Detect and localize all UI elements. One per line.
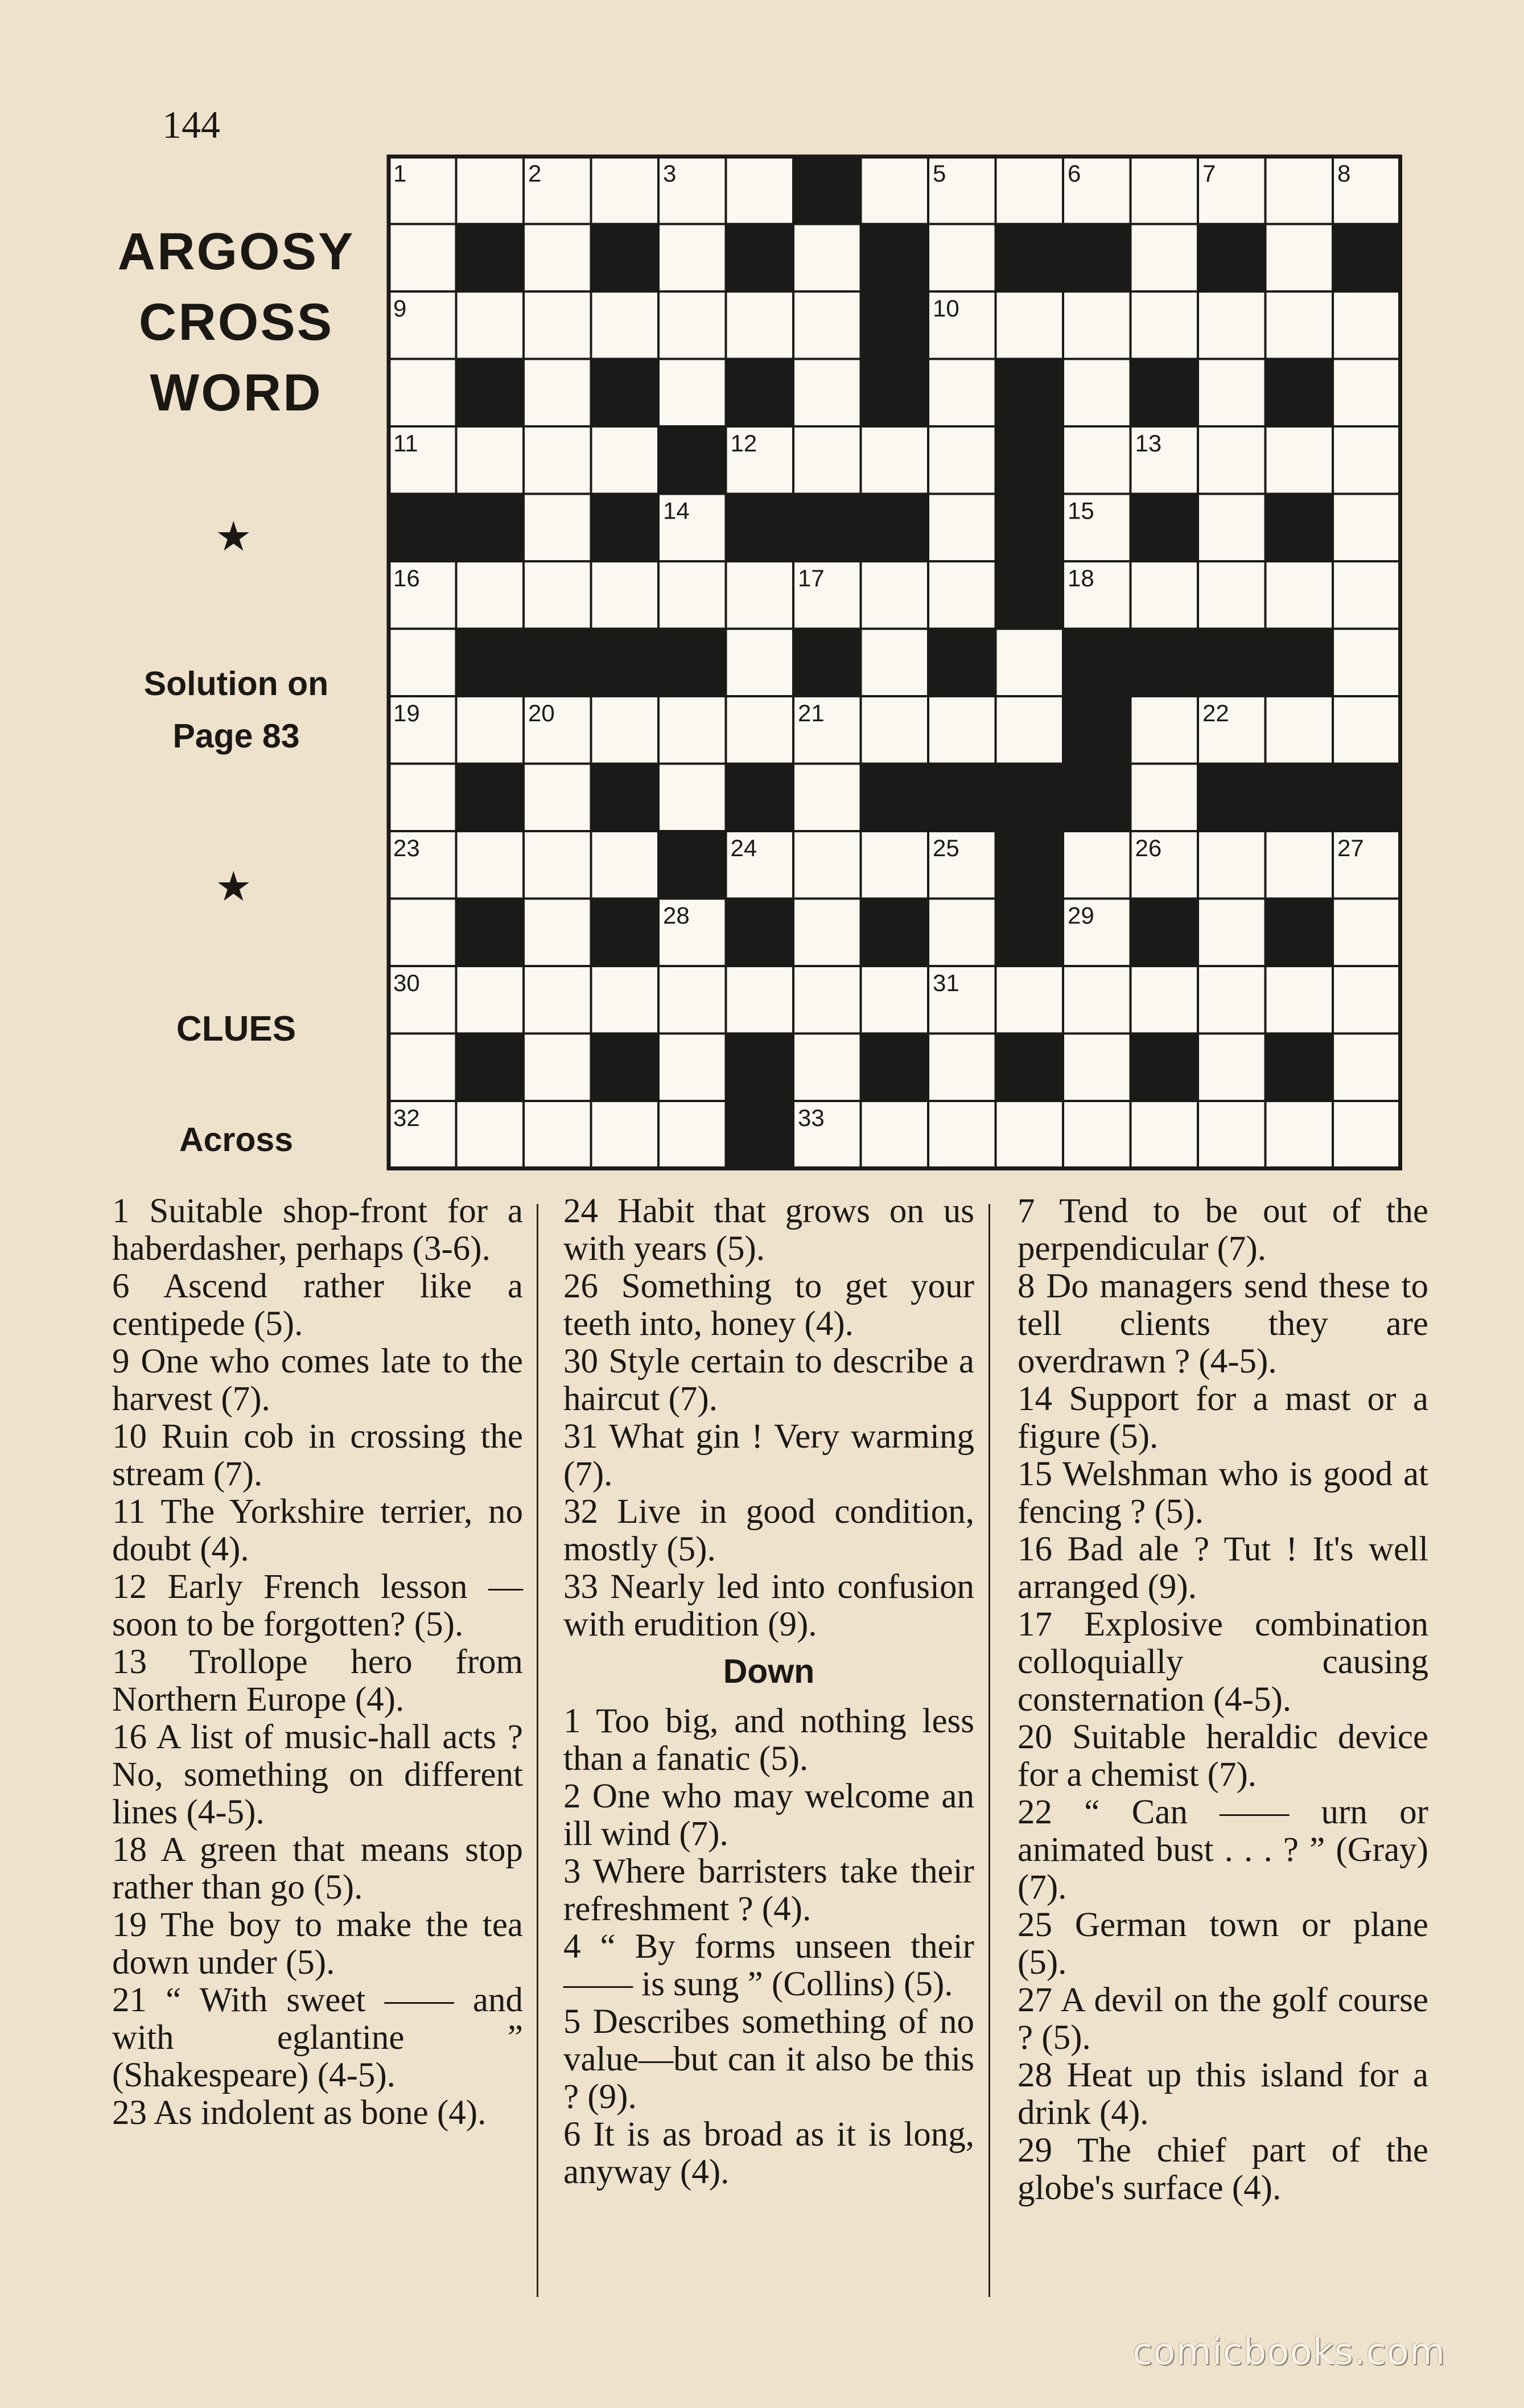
grid-cell[interactable] [1198,1101,1266,1169]
grid-cell[interactable] [793,224,861,292]
clue-down: 22 “ Can —— urn or animated bust . . . ? ” (Gray) (7). [1018,1793,1428,1906]
grid-cell[interactable] [928,561,996,629]
grid-cell[interactable] [861,629,929,697]
grid-cell[interactable] [524,359,591,427]
grid-clue-number: 22 [1202,700,1229,726]
column-divider [988,1204,990,2297]
grid-cell-black [1063,764,1131,832]
grid-cell[interactable] [928,426,996,494]
grid-cell-black [456,764,524,832]
grid-cell-black [591,224,659,292]
grid-cell-black [456,629,524,697]
grid-cell[interactable] [1266,426,1333,494]
grid-cell[interactable] [1333,696,1401,764]
grid-cell[interactable] [591,1101,659,1169]
grid-cell[interactable] [524,831,591,899]
grid-cell-black [456,494,524,562]
grid-cell[interactable] [524,966,591,1034]
grid-clue-number: 13 [1135,430,1162,457]
grid-cell-black [389,494,456,562]
grid-cell-black [861,224,929,292]
grid-cell[interactable] [793,1034,861,1102]
grid-cell-black [456,899,524,967]
grid-clue-number: 4 [798,160,812,187]
grid-cell[interactable] [456,426,524,494]
clue-across: 26 Something to get your teeth into, honey (4). [563,1267,974,1343]
grid-cell[interactable] [1198,966,1266,1034]
grid-cell[interactable] [1333,629,1401,697]
clue-down: 5 Describes something of no value—but can it also be this ? (9). [563,2003,974,2116]
solution-note-line: Solution on [143,665,329,702]
grid-cell[interactable] [524,224,591,292]
grid-cell-black [928,764,996,832]
grid-cell[interactable] [389,764,456,832]
grid-cell[interactable] [1063,359,1131,427]
grid-cell-black [1131,494,1198,562]
grid-clue-number: 3 [663,160,677,187]
clue-down: 14 Support for a mast or a figure (5). [1018,1380,1428,1456]
grid-cell[interactable] [591,157,659,224]
grid-clue-number: 15 [1068,497,1094,524]
grid-cell[interactable] [1198,1034,1266,1102]
grid-cell-black [591,1034,659,1102]
grid-clue-number: 9 [393,295,407,322]
across-heading: Across [179,1121,294,1158]
grid-cell[interactable] [861,157,929,224]
grid-cell-black [456,1034,524,1102]
grid-clue-number: 6 [1068,160,1081,187]
clue-across: 10 Ruin cob in crossing the stream (7). [112,1417,523,1493]
grid-cell[interactable] [524,426,591,494]
grid-cell[interactable] [928,359,996,427]
grid-clue-number: 14 [663,497,690,524]
grid-cell[interactable] [928,899,996,967]
grid-cell-black [658,629,726,697]
clue-down: 25 German town or plane (5). [1018,1906,1428,1982]
grid-cell[interactable] [456,696,524,764]
grid-cell-black [591,359,659,427]
grid-cell[interactable] [1063,291,1131,359]
grid-cell-black [1333,224,1401,292]
grid-cell[interactable] [1266,561,1333,629]
grid-cell[interactable] [1063,831,1131,899]
clue-across: 13 Trollope hero from Northern Europe (4). [112,1643,523,1719]
grid-cell-black [726,494,794,562]
title-line: ARGOSY [117,223,355,281]
grid-cell[interactable] [456,966,524,1034]
clue-down: 2 One who may welcome an ill wind (7). [563,1777,974,1853]
grid-cell[interactable] [1131,696,1198,764]
grid-clue-number: 2 [528,160,542,187]
grid-cell[interactable] [861,561,929,629]
grid-cell[interactable] [389,899,456,967]
grid-cell[interactable] [1131,291,1198,359]
grid-cell-black [591,494,659,562]
grid-cell-black [996,831,1064,899]
grid-cell[interactable] [456,291,524,359]
grid-cell[interactable] [1266,831,1333,899]
clues-column-2 [563,1193,974,2191]
grid-cell[interactable] [726,966,794,1034]
grid-cell-black [996,426,1064,494]
grid-cell[interactable] [1198,359,1266,427]
grid-clue-number: 12 [730,430,757,457]
grid-cell[interactable] [793,966,861,1034]
clue-down: 4 “ By forms unseen their —— is sung ” (Collins) (5). [563,1928,974,2003]
grid-clue-number: 5 [933,160,946,187]
grid-cell-black [861,1034,929,1102]
grid-clue-number: 11 [393,430,418,457]
grid-cell[interactable] [1333,494,1401,562]
grid-cell[interactable] [793,426,861,494]
grid-cell[interactable] [658,291,726,359]
grid-clue-number: 27 [1337,835,1364,861]
grid-cell-black [726,1034,794,1102]
grid-cell[interactable] [1063,426,1131,494]
grid-cell[interactable] [1063,1034,1131,1102]
grid-cell[interactable] [658,359,726,427]
grid-cell-black [996,899,1064,967]
grid-cell-black [1131,359,1198,427]
grid-cell-black [456,224,524,292]
grid-clue-number: 26 [1135,835,1162,861]
clue-down: 28 Heat up this island for a drink (4). [1018,2056,1428,2132]
grid-cell[interactable] [389,1034,456,1102]
grid-cell-black [1131,629,1198,697]
grid-clue-number: 24 [730,835,757,861]
across-clues-column-1 [112,1193,523,2132]
page-number: 144 [162,103,220,146]
grid-cell[interactable] [389,629,456,697]
grid-cell-black [1131,899,1198,967]
grid-cell[interactable] [389,224,456,292]
grid-cell-black [793,629,861,697]
grid-cell[interactable] [1198,899,1266,967]
grid-cell-black [726,1101,794,1169]
grid-cell[interactable] [793,831,861,899]
grid-cell[interactable] [996,696,1064,764]
clue-across: 23 As indolent as bone (4). [112,2094,487,2132]
grid-cell[interactable] [1131,224,1198,292]
grid-cell-black [928,629,996,697]
clue-across: 12 Early French lesson —soon to be forgotten? (5). [112,1568,523,1643]
grid-cell[interactable] [389,359,456,427]
crossword-grid [0,0,1524,1195]
grid-cell[interactable] [456,157,524,224]
grid-clue-number: 31 [933,969,959,996]
grid-cell[interactable] [524,561,591,629]
grid-cell-black [1266,764,1333,832]
clue-across: 16 A list of music-hall acts ? No, something on different lines (4-5). [112,1718,523,1831]
grid-cell[interactable] [456,561,524,629]
grid-cell[interactable] [591,291,659,359]
grid-cell[interactable] [1333,1101,1401,1169]
grid-cell[interactable] [793,291,861,359]
star-icon: ★ [215,512,252,560]
grid-cell[interactable] [524,1101,591,1169]
grid-cell[interactable] [928,224,996,292]
title-line: WORD [150,364,323,422]
grid-cell[interactable] [658,1034,726,1102]
clue-across: 32 Live in good condition, mostly (5). [563,1493,974,1568]
clue-across: 30 Style certain to describe a haircut (7). [563,1342,974,1418]
clue-across: 31 What gin ! Very warming (7). [563,1417,974,1493]
grid-clue-number: 8 [1337,160,1351,187]
grid-cell[interactable] [524,1034,591,1102]
grid-cell[interactable] [861,426,929,494]
grid-cell[interactable] [928,1034,996,1102]
grid-cell[interactable] [726,291,794,359]
grid-cell[interactable] [456,831,524,899]
grid-cell[interactable] [1198,494,1266,562]
grid-cell-black [456,359,524,427]
grid-cell-black [996,764,1064,832]
grid-cell[interactable] [793,899,861,967]
grid-cell-black [1266,494,1333,562]
grid-clue-number: 19 [393,700,420,726]
grid-cell[interactable] [1266,157,1333,224]
clue-across: 18 A green that means stop rather than go (5). [112,1831,523,1906]
grid-cell-black [793,494,861,562]
grid-cell-black [1266,899,1333,967]
grid-cell[interactable] [591,561,659,629]
grid-cell-black [591,764,659,832]
grid-clue-number: 33 [798,1104,825,1131]
grid-clue-number: 32 [393,1104,420,1131]
title-line: CROSS [138,293,334,351]
grid-cell[interactable] [658,966,726,1034]
grid-cell[interactable] [1333,426,1401,494]
clue-down: 27 A devil on the golf course ? (5). [1018,1981,1428,2057]
grid-cell-black [1266,629,1333,697]
grid-cell-black [591,629,659,697]
grid-cell[interactable] [1266,1101,1333,1169]
down-heading: Down [723,1653,815,1690]
clue-across: 21 “ With sweet —— and with eglantine ” (Shakespeare) (4-5). [112,1981,523,2094]
grid-cell[interactable] [996,157,1064,224]
grid-cell-black [996,359,1064,427]
clue-down: 7 Tend to be out of the perpendicular (7). [1018,1192,1428,1268]
grid-cell[interactable] [1131,561,1198,629]
grid-cell-black [591,899,659,967]
grid-cell-black [1131,1034,1198,1102]
grid-clue-number: 23 [393,835,420,861]
grid-cell-black [1198,764,1266,832]
grid-cell[interactable] [1131,157,1198,224]
grid-cell[interactable] [1266,966,1333,1034]
grid-cell-black [1063,629,1131,697]
grid-cell[interactable] [726,561,794,629]
clue-down: 20 Suitable heraldic device for a chemist (7). [1018,1718,1428,1794]
grid-cell[interactable] [591,426,659,494]
clue-down: 17 Explosive combination colloquially causing consternation (4-5). [1018,1605,1428,1719]
grid-cell[interactable] [861,831,929,899]
grid-cell[interactable] [726,629,794,697]
grid-cell[interactable] [861,1101,929,1169]
grid-cell[interactable] [1198,426,1266,494]
grid-cell-black [1063,696,1131,764]
column-divider [537,1204,538,2297]
grid-clue-number: 10 [933,295,959,322]
grid-cell-black [658,831,726,899]
grid-cell[interactable] [658,696,726,764]
grid-cell[interactable] [793,359,861,427]
grid-cell[interactable] [658,224,726,292]
grid-cell[interactable] [1131,764,1198,832]
grid-cell[interactable] [1063,1101,1131,1169]
grid-cell[interactable] [524,899,591,967]
grid-cell[interactable] [996,291,1064,359]
grid-clue-number: 30 [393,969,420,996]
grid-cell[interactable] [524,494,591,562]
grid-cell[interactable] [658,1101,726,1169]
grid-cell[interactable] [658,561,726,629]
grid-cell-black [726,224,794,292]
grid-cell[interactable] [928,1101,996,1169]
grid-cell-black [861,764,929,832]
grid-cell[interactable] [1333,1034,1401,1102]
grid-cell[interactable] [861,966,929,1034]
grid-cell-black [1266,359,1333,427]
grid-cell[interactable] [1131,1101,1198,1169]
grid-cell-black [996,1034,1064,1102]
clue-down: 29 The chief part of the globe's surface (4). [1018,2131,1428,2207]
grid-cell[interactable] [996,966,1064,1034]
clue-across: 1 Suitable shop-front for a haberdasher, perhaps (3-6). [112,1192,523,1268]
grid-cell[interactable] [1063,966,1131,1034]
clue-across: 33 Nearly led into confusion with erudition (9). [563,1568,974,1643]
grid-clue-number: 29 [1068,902,1094,929]
clue-down: 6 It is as broad as it is long, anyway (4). [563,2115,974,2191]
clue-across: 9 One who comes late to the harvest (7). [112,1342,523,1418]
grid-cell-black [726,899,794,967]
grid-cell-black [996,494,1064,562]
grid-cell[interactable] [1198,831,1266,899]
solution-note-line: Page 83 [172,717,300,755]
grid-cell-black [658,426,726,494]
clue-across: 19 The boy to make the tea down under (5). [112,1906,523,1982]
grid-cell[interactable] [1266,224,1333,292]
grid-cell-black [996,561,1064,629]
clue-across: 6 Ascend rather like a centipede (5). [112,1267,523,1343]
grid-cell[interactable] [591,966,659,1034]
grid-cell[interactable] [928,696,996,764]
grid-cell[interactable] [861,696,929,764]
clues-heading: CLUES [176,1009,296,1049]
grid-cell[interactable] [1266,696,1333,764]
grid-cell[interactable] [793,764,861,832]
clue-down: 3 Where barristers take their refreshment ? (4). [563,1852,974,1928]
clue-down: 8 Do managers send these to tell clients they are overdrawn ? (4-5). [1018,1267,1428,1380]
clue-down: 15 Welshman who is good at fencing ? (5). [1018,1455,1428,1531]
grid-clue-number: 21 [798,700,825,726]
grid-cell-black [861,494,929,562]
clue-down: 16 Bad ale ? Tut ! It's well arranged (9). [1018,1530,1428,1606]
grid-cell-black [1266,1034,1333,1102]
grid-cell-black [726,359,794,427]
grid-clue-number: 17 [798,565,825,591]
grid-clue-number: 18 [1068,565,1094,591]
grid-cell[interactable] [928,494,996,562]
grid-cell-black [524,629,591,697]
grid-clue-number: 28 [663,902,690,929]
down-clues-column-3 [1018,1193,1428,2207]
grid-cell[interactable] [456,1101,524,1169]
watermark: comicbooks.com [1132,2331,1446,2373]
grid-cell[interactable] [524,291,591,359]
grid-cell[interactable] [658,764,726,832]
grid-cell[interactable] [1333,291,1401,359]
grid-cell[interactable] [996,629,1064,697]
grid-cell-black [861,291,929,359]
grid-clue-number: 16 [393,565,420,591]
grid-cell[interactable] [1333,561,1401,629]
grid-clue-number: 25 [933,835,959,861]
grid-clue-number: 7 [1202,160,1216,187]
grid-cell[interactable] [1333,359,1401,427]
clue-down: 1 Too big, and nothing less than a fanatic (5). [563,1702,974,1778]
grid-cell-black [996,224,1064,292]
grid-cell[interactable] [1333,899,1401,967]
grid-cell-black [1198,224,1266,292]
grid-cell[interactable] [1198,561,1266,629]
grid-cell-black [726,764,794,832]
grid-clue-number: 20 [528,700,555,726]
grid-cell[interactable] [591,831,659,899]
grid-cell[interactable] [1198,291,1266,359]
grid-cell[interactable] [1333,966,1401,1034]
grid-cell-black [1333,764,1401,832]
grid-cell[interactable] [996,1101,1064,1169]
grid-cell[interactable] [591,696,659,764]
grid-cell-black [861,359,929,427]
grid-clue-number: 1 [393,160,407,187]
grid-cell[interactable] [524,764,591,832]
clue-across: 24 Habit that grows on us with years (5). [563,1192,974,1268]
grid-cell-black [1198,629,1266,697]
grid-cell-black [1063,224,1131,292]
grid-cell[interactable] [1266,291,1333,359]
grid-cell-black [861,899,929,967]
clue-across: 11 The Yorkshire terrier, no doubt (4). [112,1493,523,1568]
star-icon: ★ [215,862,252,910]
grid-cell[interactable] [726,157,794,224]
grid-cell[interactable] [726,696,794,764]
grid-cell[interactable] [1131,966,1198,1034]
